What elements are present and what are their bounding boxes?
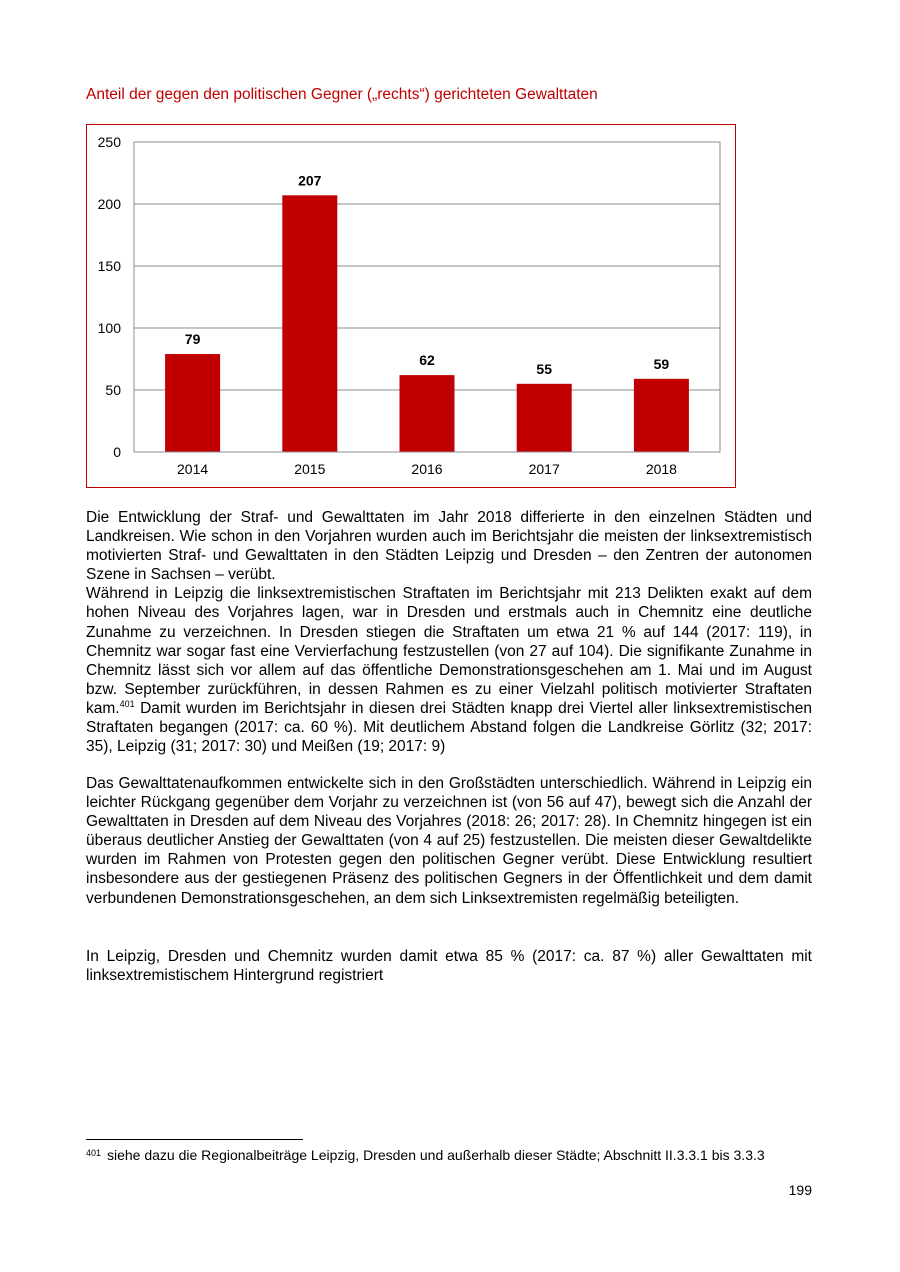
data-label: 62 — [419, 352, 435, 369]
bar — [165, 354, 220, 452]
x-tick-label: 2017 — [528, 461, 560, 477]
bar — [400, 375, 455, 452]
paragraph-2-part-2: Damit wurden im Berichtsjahr in diesen drei Städten knapp drei Viertel aller linksextremistischen Straftaten begangen (2017: ca. 60 %). Mit deutlichem Abstand folgen die Landkreise Görlitz (32; 2017: 35), Leipzig (31; 2017: 30) und Meißen (19; 2017: 9) — [86, 699, 812, 756]
x-tick-label: 2016 — [411, 461, 443, 477]
body-text-section-2 — [86, 774, 812, 908]
paragraph-4: In Leipzig, Dresden und Chemnitz wurden damit etwa 85 % (2017: ca. 87 %) aller Gewalttaten mit linksextremistischem Hintergrund registriert — [86, 948, 812, 985]
bar — [634, 379, 689, 452]
x-tick-label: 2015 — [294, 461, 326, 477]
footnote-reference[interactable]: 401 — [119, 698, 135, 709]
footnote-divider — [86, 1139, 303, 1140]
y-tick-label: 150 — [97, 258, 121, 274]
body-text-section-1 — [86, 508, 812, 756]
bar-chart — [86, 124, 736, 488]
y-tick-label: 0 — [113, 444, 121, 460]
bar-chart-svg — [87, 125, 737, 489]
data-label: 55 — [536, 360, 552, 377]
chart-title: Anteil der gegen den politischen Gegner („rechts“) gerichteten Gewalttaten — [86, 86, 598, 103]
y-tick-label: 200 — [97, 196, 121, 212]
y-tick-label: 50 — [105, 382, 121, 398]
footnote-text: siehe dazu die Regionalbeiträge Leipzig, Dresden und außerhalb dieser Städte; Abschnitt II.3.3.1 bis 3.3.3 — [107, 1147, 765, 1163]
data-label: 79 — [184, 331, 201, 348]
y-tick-label: 250 — [97, 134, 121, 150]
x-tick-label: 2018 — [645, 461, 677, 477]
bar — [282, 195, 337, 452]
paragraph-2-part-1: Während in Leipzig die linksextremistischen Straftaten im Berichtsjahr mit 213 Delikten exakt auf dem hohen Niveau des Vorjahres lagen, war in Dresden und erstmals auch in Chemnitz eine deutliche Zunahme zu verzeichnen. In Dresden stiegen die Straftaten um etwa 21 % auf 144 (2017: 119), in Chemnitz war sogar fast eine Vervierfachung festzustellen (von 27 auf 104). Die signifikante Zunahme in Chemnitz lässt sich vor allem auf das öffentliche Demonstrationsgeschehen am 1. Mai und im August bzw. September zurückführen, in dessen Rahmen es zu einer Vielzahl politisch motivierter Straftaten kam. — [86, 585, 812, 717]
body-text-section-3 — [86, 947, 812, 985]
bar — [517, 384, 572, 452]
x-tick-label: 2014 — [177, 461, 209, 477]
paragraph-2 — [86, 584, 812, 756]
footnote-number: 401 — [86, 1148, 102, 1158]
page-number: 199 — [788, 1182, 812, 1198]
data-label: 59 — [653, 355, 670, 372]
data-label: 207 — [298, 172, 322, 189]
paragraph-3: Das Gewalttatenaufkommen entwickelte sich in den Großstädten unterschiedlich. Während in Leipzig ein leichter Rückgang gegenüber dem Vorjahr zu verzeichnen ist (von 56 auf 47), bewegt sich die Anzahl der Gewalttaten in Dresden auf dem Niveau des Vorjahres (2018: 26; 2017: 28). In Chemnitz hingegen ist ein überaus deutlicher Anstieg der Gewalttaten (von 4 auf 25) festzustellen. Die meisten dieser Gewaltdelikte wurden im Rahmen von Protesten gegen den politischen Gegner verübt. Diese Entwicklung resultiert insbesondere aus der gestiegenen Präsenz des politischen Gegners in der Öffentlichkeit und dem damit verbundenen Demonstrationsgeschehen, an dem sich Linksextremisten regelmäßig beteiligten. — [86, 775, 812, 907]
y-tick-label: 100 — [97, 320, 121, 336]
paragraph-1: Die Entwicklung der Straf- und Gewalttaten im Jahr 2018 differierte in den einzelnen Städten und Landkreisen. Wie schon in den Vorjahren wurden auch im Berichtsjahr die meisten der linksextremistisch motivierten Straf- und Gewalttaten in den Städten Leipzig und Dresden – den Zentren der autonomen Szene in Sachsen – verübt. — [86, 509, 812, 584]
